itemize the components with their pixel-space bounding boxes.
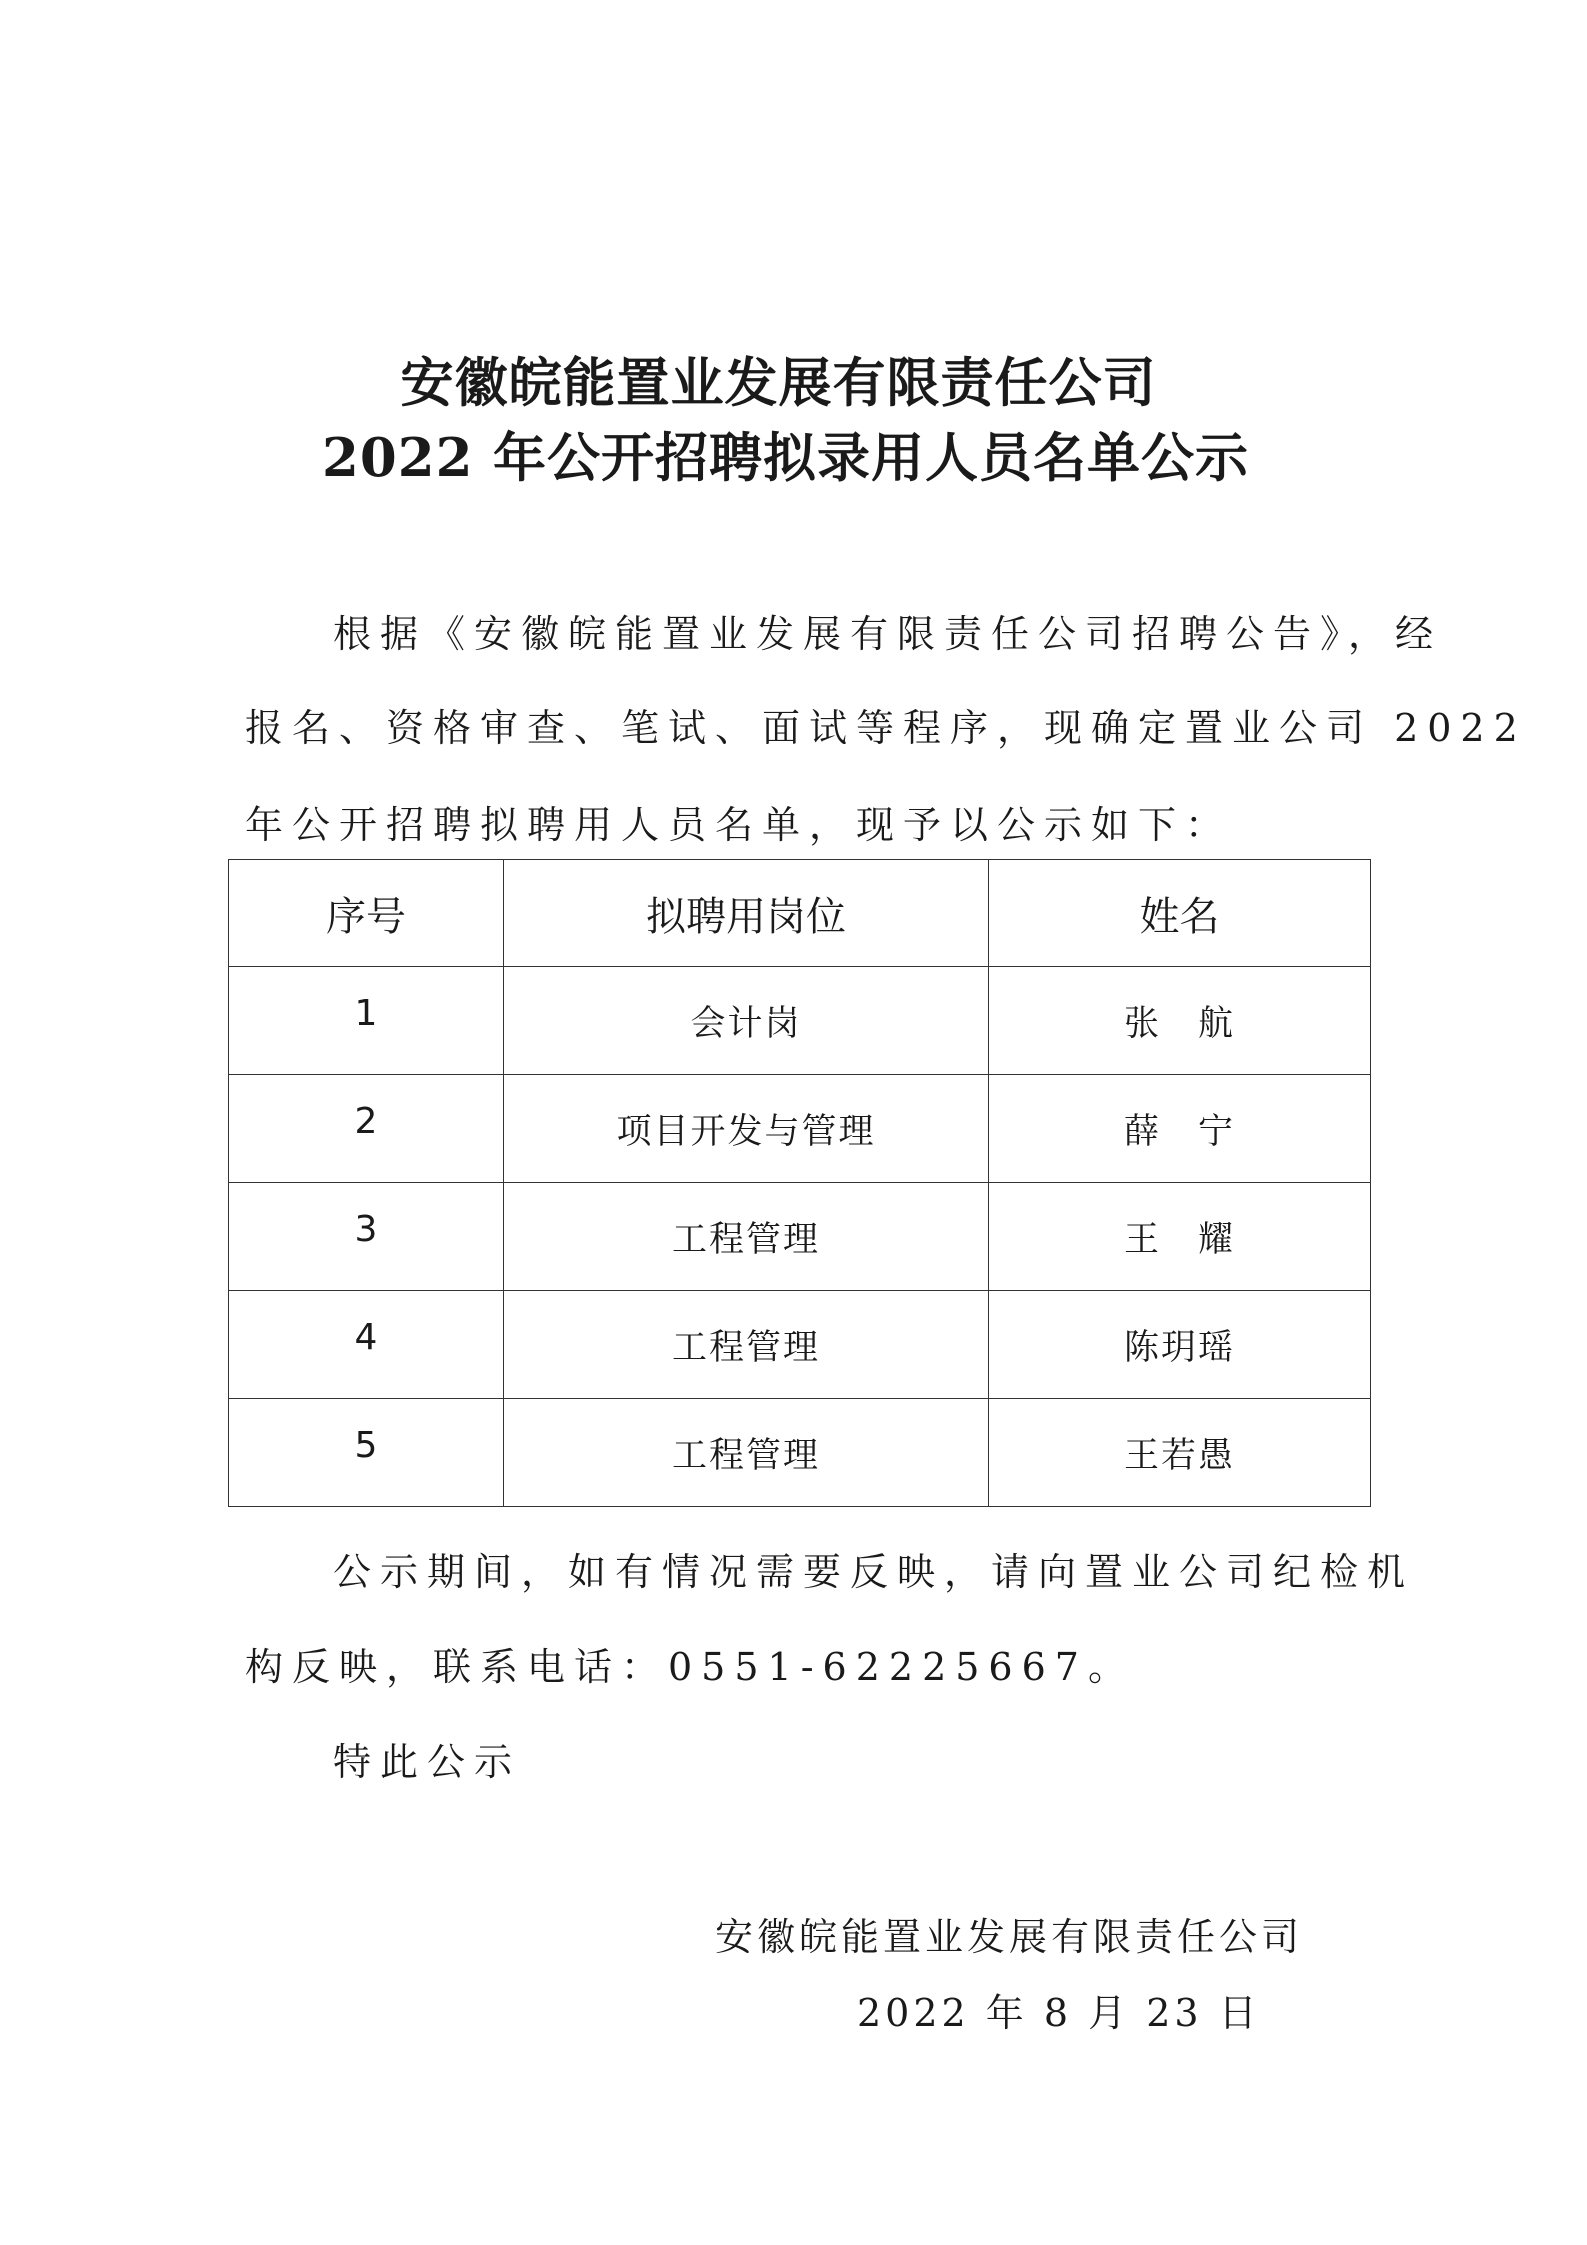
row-position: 工程管理 <box>504 1291 989 1399</box>
document-title-line-1: 安徽皖能置业发展有限责任公司 <box>400 352 1157 414</box>
table-row <box>229 1183 1371 1291</box>
row-position: 项目开发与管理 <box>504 1075 989 1183</box>
row-name: 薛 宁 <box>989 1075 1371 1183</box>
intro-line-2: 报名、资格审查、笔试、面试等程序，现确定置业公司 2022 <box>245 706 1527 750</box>
row-serial-number: 4 <box>229 1291 504 1399</box>
header-position: 拟聘用岗位 <box>504 860 989 967</box>
signature-organization: 安徽皖能置业发展有限责任公司 <box>715 1915 1304 1959</box>
row-serial-number: 1 <box>229 967 504 1075</box>
row-name: 张 航 <box>989 967 1371 1075</box>
intro-line-1: 根据《安徽皖能置业发展有限责任公司招聘公告》，经 <box>333 612 1443 656</box>
row-name: 陈玥瑶 <box>989 1291 1371 1399</box>
header-serial-number: 序号 <box>229 860 504 967</box>
row-position: 工程管理 <box>504 1399 989 1507</box>
document-title-line-2: 2022 年公开招聘拟录用人员名单公示 <box>322 427 1249 489</box>
row-position: 工程管理 <box>504 1183 989 1291</box>
row-name: 王 耀 <box>989 1183 1371 1291</box>
notice-line-2: 构反映，联系电话：0551-62225667。 <box>245 1645 1135 1689</box>
row-serial-number: 5 <box>229 1399 504 1507</box>
intro-line-3: 年公开招聘拟聘用人员名单，现予以公示如下： <box>245 803 1233 847</box>
row-serial-number: 2 <box>229 1075 504 1183</box>
candidate-table <box>228 859 1371 1507</box>
signature-date: 2022 年 8 月 23 日 <box>857 1991 1261 2035</box>
header-name: 姓名 <box>989 860 1371 967</box>
notice-line-1: 公示期间，如有情况需要反映，请向置业公司纪检机 <box>333 1550 1415 1594</box>
table-header-row <box>229 860 1371 967</box>
table-row <box>229 1399 1371 1507</box>
row-serial-number: 3 <box>229 1183 504 1291</box>
closing-text: 特此公示 <box>333 1740 522 1784</box>
table-row <box>229 1075 1371 1183</box>
table-row <box>229 1291 1371 1399</box>
table-row <box>229 967 1371 1075</box>
row-position: 会计岗 <box>504 967 989 1075</box>
row-name: 王若愚 <box>989 1399 1371 1507</box>
